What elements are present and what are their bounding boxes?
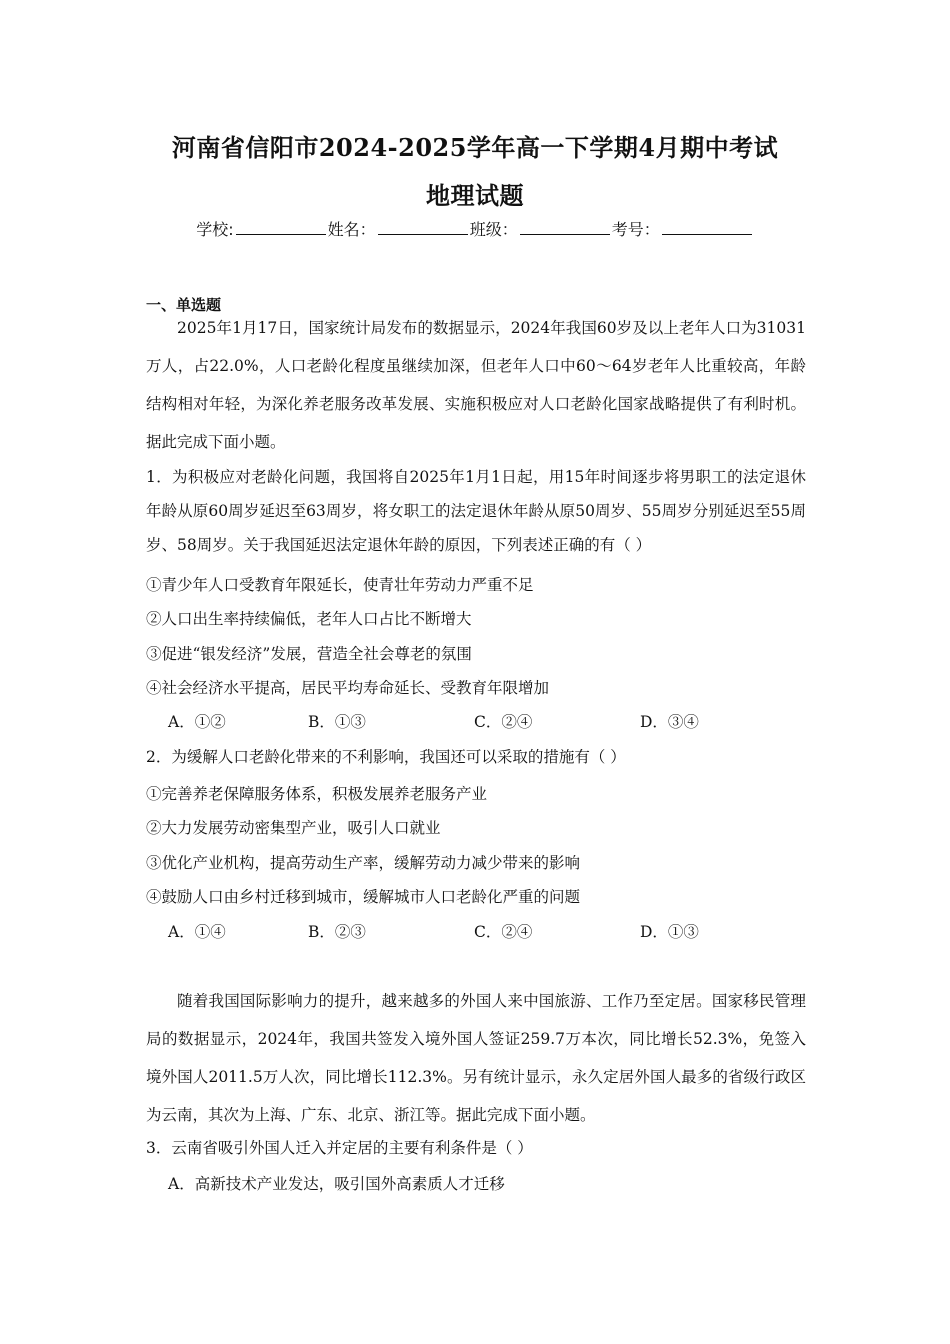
option-a: A．①④: [168, 923, 226, 941]
question-1-stem: 1．为积极应对老龄化问题，我国将自2025年1月1日起，用15年时间逐步将男职工的法定退休年龄从原60周岁延迟至63周岁，将女职工的法定退休年龄从原50周岁、55周岁分别延迟至55周岁、58周岁。关于我国延迟法定退休年龄的原因，下列表述正确的有（ ）: [146, 468, 806, 554]
name-blank: [378, 220, 468, 235]
passage-2: 随着我国国际影响力的提升，越来越多的外国人来中国旅游、工作乃至定居。国家移民管理局的数据显示，2024年，我国共签发入境外国人签证259.7万本次，同比增长52.3%，免签入境外国人2011.5万人次，同比增长112.3%。另有统计显示，永久定居外国人最多的省级行政区为云南，其次为上海、广东、北京、浙江等。据此完成下面小题。: [146, 992, 806, 1124]
exam-subject-title: 地理试题: [426, 181, 524, 210]
option-c: C．②④: [474, 713, 533, 731]
option-d: D．①③: [640, 923, 699, 941]
question-2-item: ④鼓励人口由乡村迁移到城市，缓解城市人口老龄化严重的问题: [146, 888, 581, 906]
question-2-options: [168, 922, 788, 942]
class-blank: [520, 220, 610, 235]
question-1-item: ②人口出生率持续偏低，老年人口占比不断增大: [146, 610, 472, 628]
name-label: 姓名：: [327, 220, 376, 239]
question-2-item: ③优化产业机构，提高劳动生产率，缓解劳动力减少带来的影响: [146, 854, 581, 872]
class-label: 班级：: [469, 220, 518, 239]
school-blank: [236, 220, 326, 235]
question-1-item: ④社会经济水平提高，居民平均寿命延长、受教育年限增加: [146, 679, 550, 697]
question-3-stem: 3．云南省吸引外国人迁入并定居的主要有利条件是（ ）: [146, 1139, 533, 1157]
question-2-item: ②大力发展劳动密集型产业，吸引人口就业: [146, 819, 441, 837]
passage-1: 2025年1月17日，国家统计局发布的数据显示，2024年我国60岁及以上老年人口为31031万人，占22.0%，人口老龄化程度虽继续加深，但老年人口中60～64岁老年人比重较高，年龄结构相对年轻，为深化养老服务改革发展、实施积极应对人口老龄化国家战略提供了有利时机。据此完成下面小题。: [146, 319, 806, 451]
option-a: A．高新技术产业发达，吸引国外高素质人才迁移: [168, 1175, 505, 1193]
question-1-item: ①青少年人口受教育年限延长，使青壮年劳动力严重不足: [146, 576, 534, 594]
number-blank: [662, 220, 752, 235]
number-label: 考号：: [611, 220, 660, 239]
question-1-item: ③促进“银发经济”发展，营造全社会尊老的氛围: [146, 645, 472, 663]
school-label: 学校:: [196, 220, 234, 239]
question-2-item: ①完善养老保障服务体系，积极发展养老服务产业: [146, 785, 488, 803]
question-2-stem: 2．为缓解人口老龄化带来的不利影响，我国还可以采取的措施有（ ）: [146, 748, 626, 766]
option-d: D．③④: [640, 713, 699, 731]
option-a: A．①②: [168, 713, 226, 731]
option-b: B．②③: [308, 923, 366, 941]
exam-title: 河南省信阳市2024-2025学年高一下学期4月期中考试: [171, 133, 779, 162]
option-c: C．②④: [474, 923, 533, 941]
question-1-options: [168, 712, 788, 732]
option-b: B．①③: [308, 713, 366, 731]
section-heading: 一、单选题: [146, 296, 222, 314]
student-info-line: [0, 217, 950, 240]
